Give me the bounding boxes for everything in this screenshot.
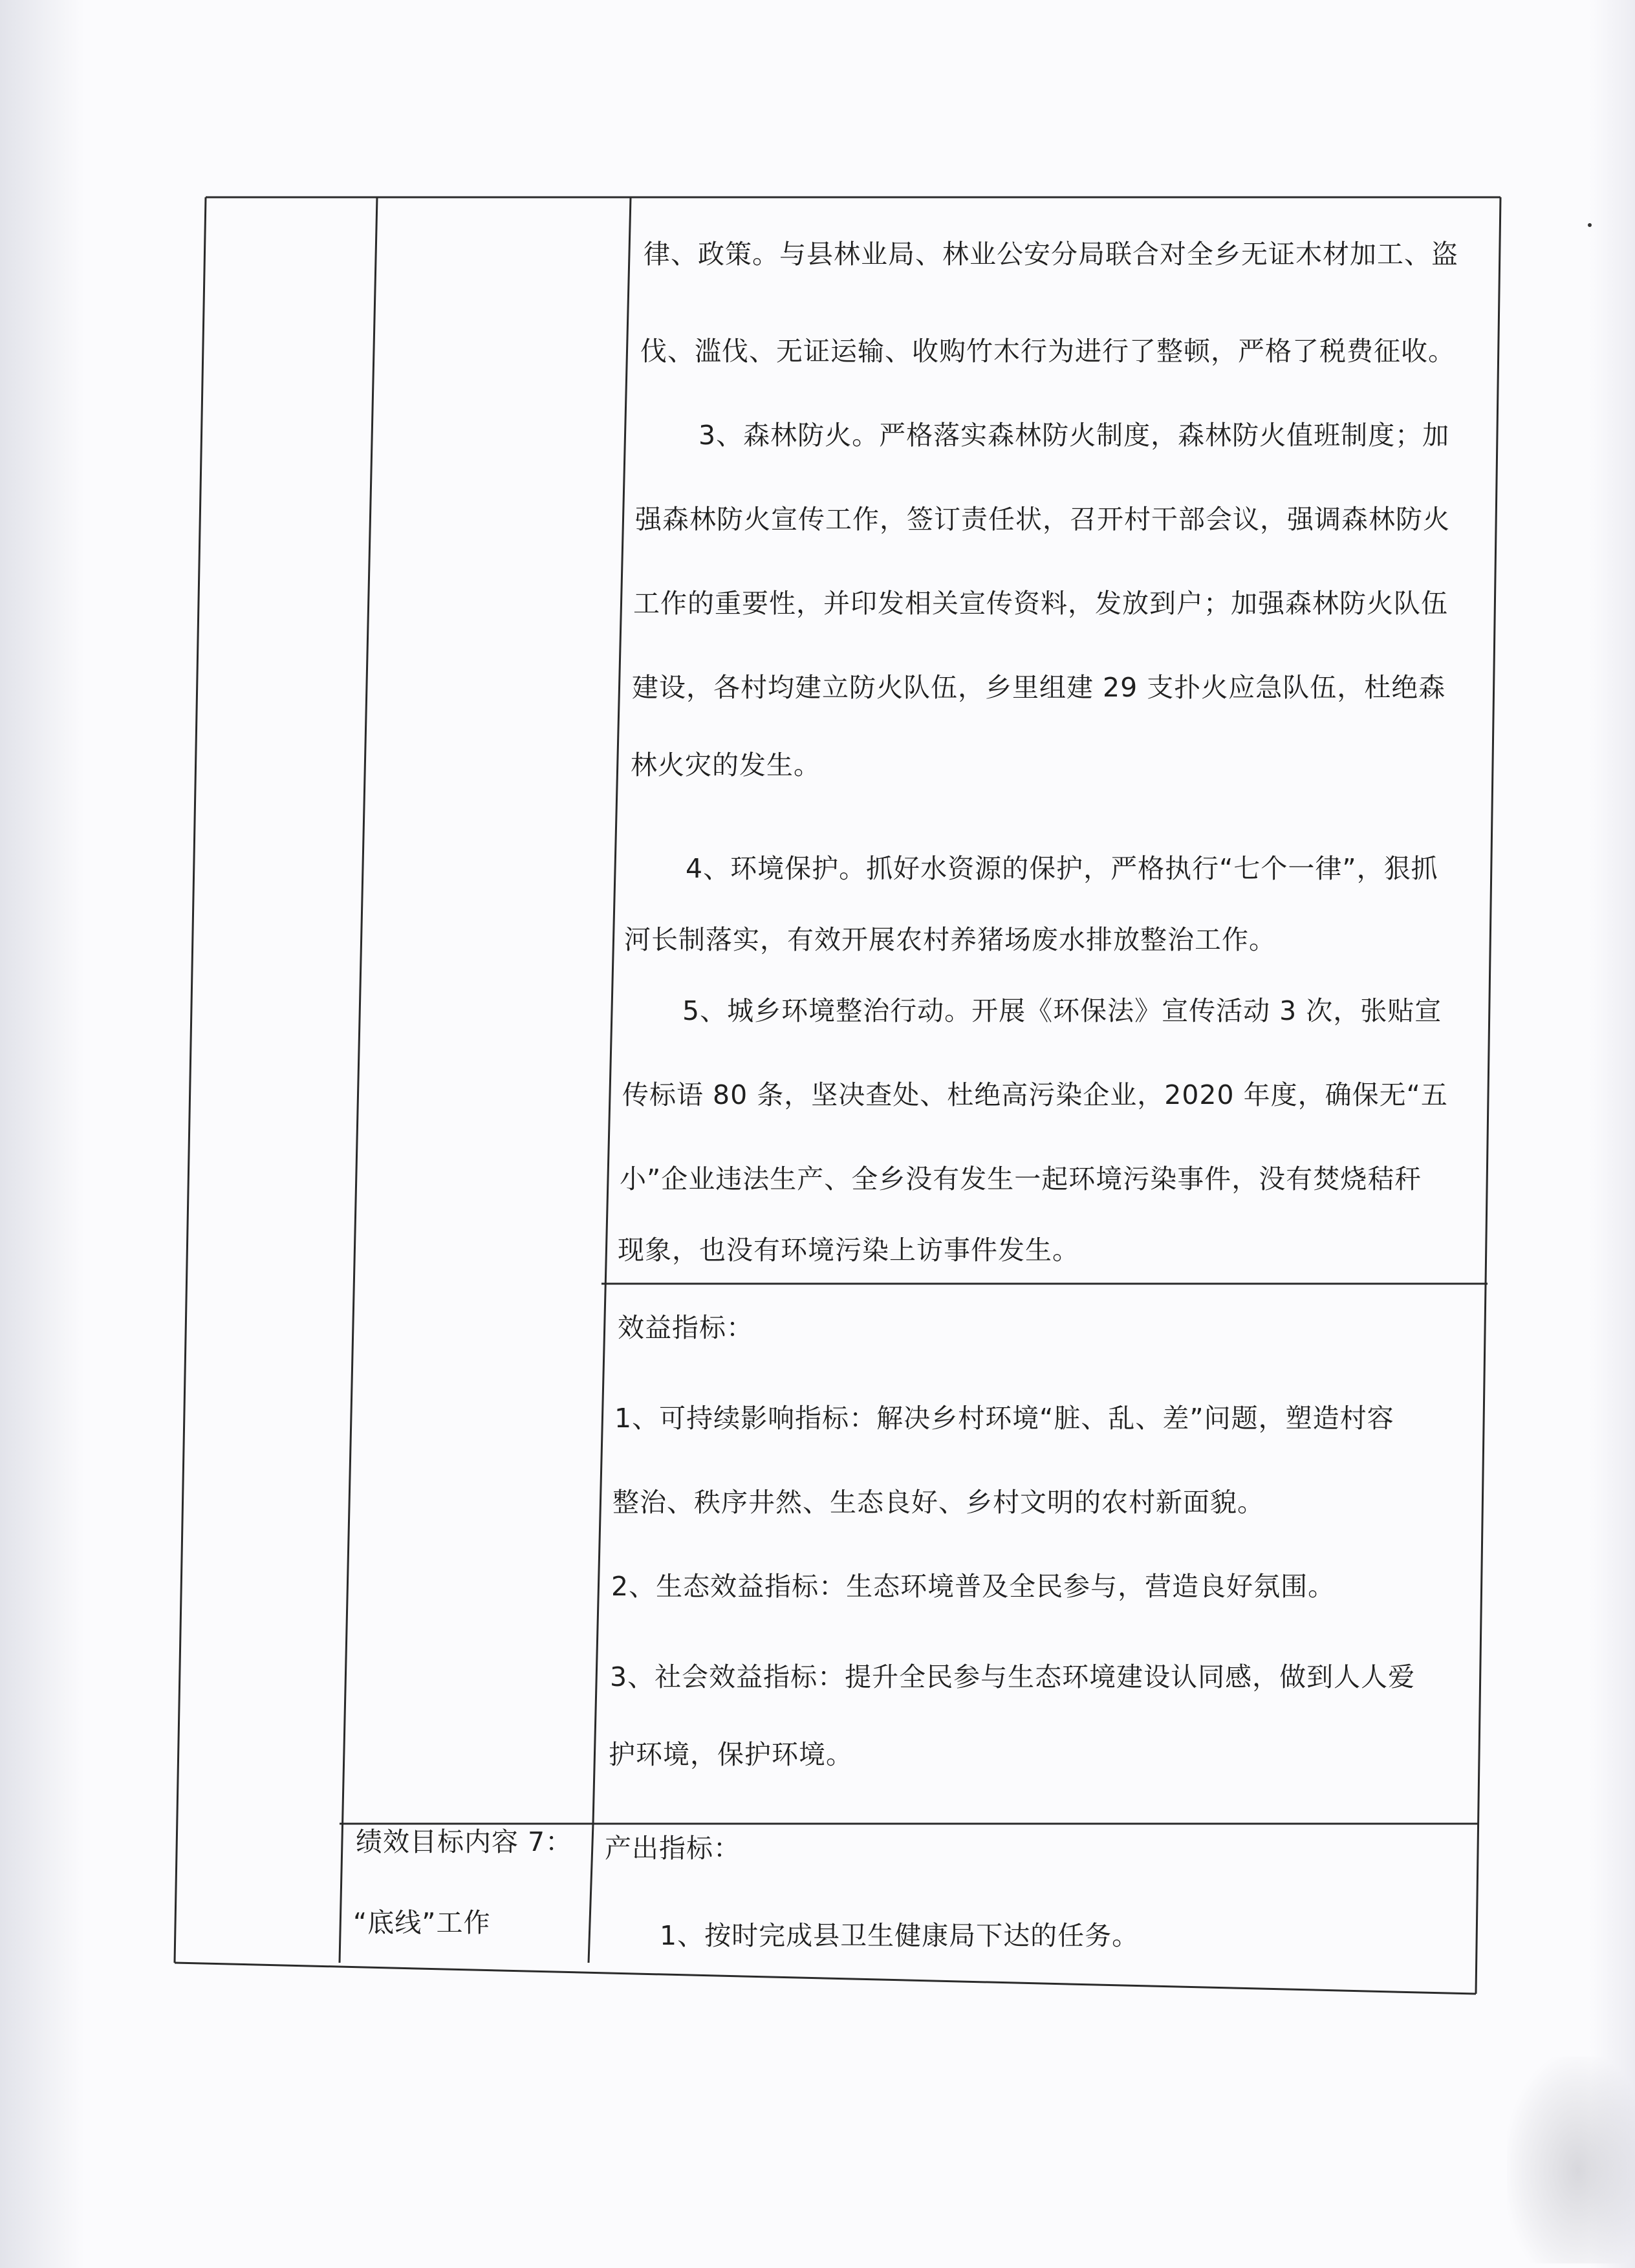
benefit-indicator-line-2: 整治、秩序井然、生态良好、乡村文明的农村新面貌。: [612, 1487, 1264, 1518]
paragraph-urban-rural-line-3: 小”企业违法生产、全乡没有发生一起环境污染事件，没有焚烧秸秆: [620, 1163, 1422, 1194]
benefit-indicators-heading: 效益指标：: [618, 1312, 753, 1343]
paragraph-urban-rural-line-1: 5、城乡环境整治行动。开展《环保法》宣传活动 3 次，张贴宣: [682, 995, 1442, 1026]
benefit-indicator-line-4: 3、社会效益指标：提升全民参与生态环境建设认同感，做到人人爱: [610, 1661, 1416, 1692]
goal-7-label-line-2: “底线”工作: [353, 1907, 491, 1938]
paragraph-fire-prevention-line-4: 建设，各村均建立防火队伍，乡里组建 29 支扑火应急队伍，杜绝森: [632, 672, 1446, 703]
paragraph-urban-rural-line-4: 现象，也没有环境污染上访事件发生。: [618, 1235, 1079, 1266]
paragraph-fire-prevention-line-2: 强森林防火宣传工作，签订责任状，召开村干部会议，强调森林防火: [635, 504, 1450, 535]
paragraph-forestry-law-line-2: 伐、滥伐、无证运输、收购竹木行为进行了整顿，严格了税费征收。: [640, 336, 1455, 367]
paragraph-environment-line-2: 河长制落实，有效开展农村养猪场废水排放整治工作。: [624, 924, 1276, 955]
output-indicator-item-1: 1、按时完成县卫生健康局下达的任务。: [660, 1920, 1140, 1951]
goal-7-label-line-1: 绩效目标内容 7：: [356, 1826, 573, 1857]
output-indicators-heading: 产出指标：: [605, 1833, 741, 1864]
paragraph-forestry-law-line-1: 律、政策。与县林业局、林业公安分局联合对全乡无证木材加工、盗: [644, 239, 1458, 270]
paragraph-urban-rural-line-2: 传标语 80 条，坚决查处、杜绝高污染企业，2020 年度，确保无“五: [622, 1079, 1448, 1110]
benefit-indicator-line-3: 2、生态效益指标：生态环境普及全民参与，营造良好氛围。: [611, 1571, 1336, 1602]
benefit-indicator-line-5: 护环境，保护环境。: [609, 1739, 853, 1770]
paragraph-fire-prevention-line-1: 3、森林防火。严格落实森林防火制度，森林防火值班制度；加: [698, 420, 1450, 451]
benefit-indicator-line-1: 1、可持续影响指标：解决乡村环境“脏、乱、差”问题，塑造村容: [614, 1403, 1394, 1434]
paragraph-fire-prevention-line-3: 工作的重要性，并印发相关宣传资料，发放到户；加强森林防火队伍: [633, 588, 1448, 619]
paragraph-fire-prevention-line-5: 林火灾的发生。: [631, 750, 821, 781]
paragraph-environment-line-1: 4、环境保护。抓好水资源的保护，严格执行“七个一律”，狠抓: [686, 853, 1438, 884]
